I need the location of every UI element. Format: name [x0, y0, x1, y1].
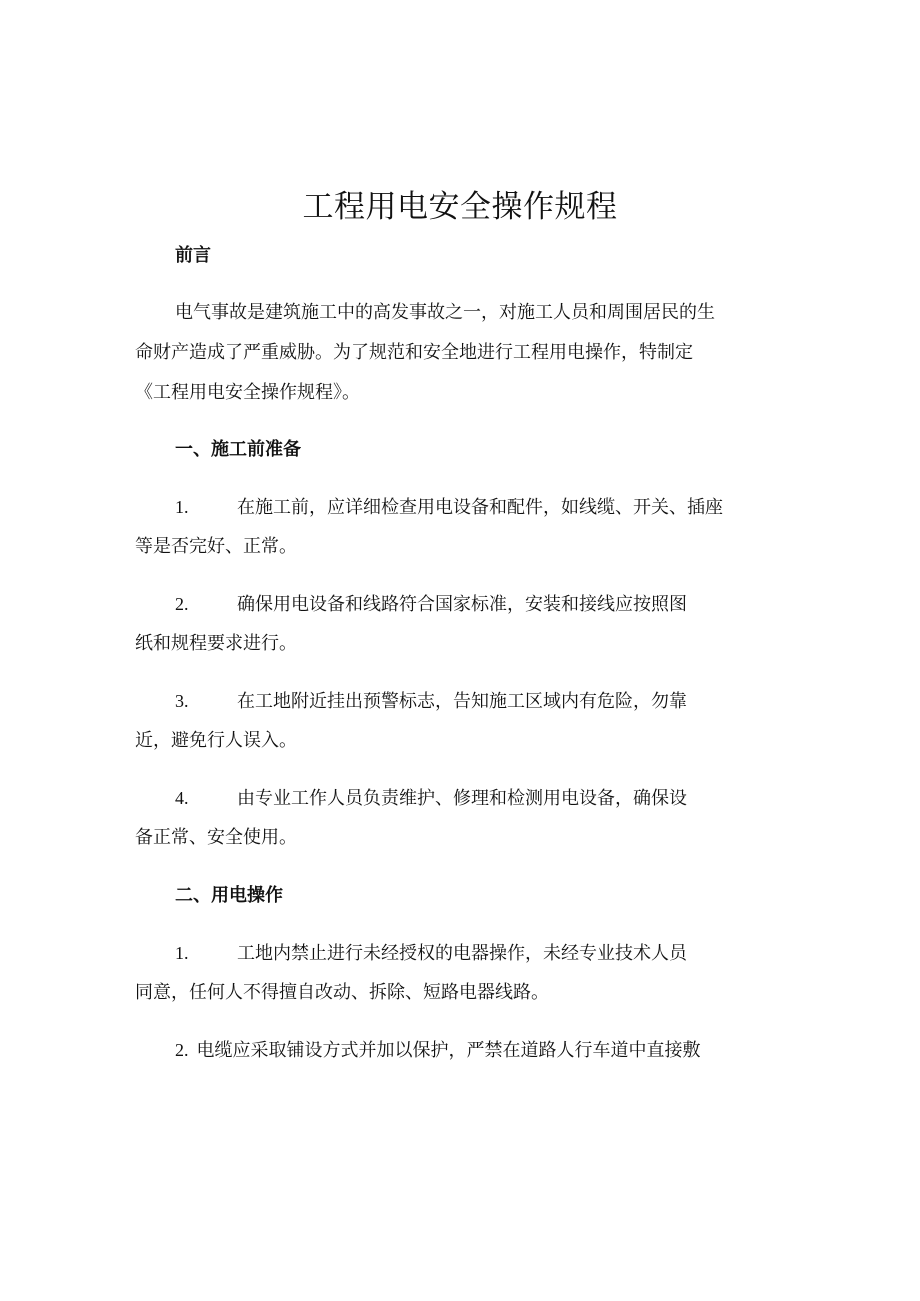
item-text-line1: 电缆应采取铺设方式并加以保护，严禁在道路人行车道中直接敷	[196, 1040, 701, 1061]
preface-line-3: 《工程用电安全操作规程》。	[135, 382, 360, 403]
preface-heading: 前言	[175, 245, 211, 266]
section1-item-1	[135, 487, 785, 567]
item-number: 1.	[175, 943, 189, 963]
section1-item-2	[135, 584, 785, 664]
item-text-line1: 在施工前，应详细检查用电设备和配件，如线缆、开关、插座	[237, 497, 723, 518]
item-number: 4.	[175, 788, 189, 808]
preface-line-1: 电气事故是建筑施工中的高发事故之一，对施工人员和周围居民的生	[175, 302, 715, 323]
section2-item-2	[135, 1030, 785, 1070]
section2-heading: 二、用电操作	[175, 885, 283, 906]
section1-item-3	[135, 681, 785, 761]
item-text-line2: 纸和规程要求进行。	[135, 633, 297, 654]
section2-item-1	[135, 933, 785, 1013]
item-text-line1: 确保用电设备和线路符合国家标准，安装和接线应按照图	[237, 594, 687, 615]
item-number: 2.	[175, 1040, 189, 1060]
item-text-line2: 等是否完好、正常。	[135, 536, 297, 557]
item-text-line1: 工地内禁止进行未经授权的电器操作，未经专业技术人员	[237, 943, 687, 964]
section1-heading: 一、施工前准备	[175, 439, 301, 460]
preface-paragraph	[135, 293, 785, 413]
item-number: 3.	[175, 691, 189, 711]
preface-line-2: 命财产造成了严重威胁。为了规范和安全地进行工程用电操作，特制定	[135, 342, 693, 363]
item-number: 1.	[175, 497, 189, 517]
item-text-line2: 备正常、安全使用。	[135, 827, 297, 848]
section1-item-4	[135, 778, 785, 858]
item-text-line2: 近，避免行人误入。	[135, 730, 297, 751]
item-number: 2.	[175, 594, 189, 614]
item-text-line1: 在工地附近挂出预警标志，告知施工区域内有危险，勿靠	[237, 691, 687, 712]
item-text-line1: 由专业工作人员负责维护、修理和检测用电设备，确保设	[237, 788, 687, 809]
document-title: 工程用电安全操作规程	[302, 189, 618, 225]
item-text-line2: 同意，任何人不得擅自改动、拆除、短路电器线路。	[135, 982, 549, 1003]
